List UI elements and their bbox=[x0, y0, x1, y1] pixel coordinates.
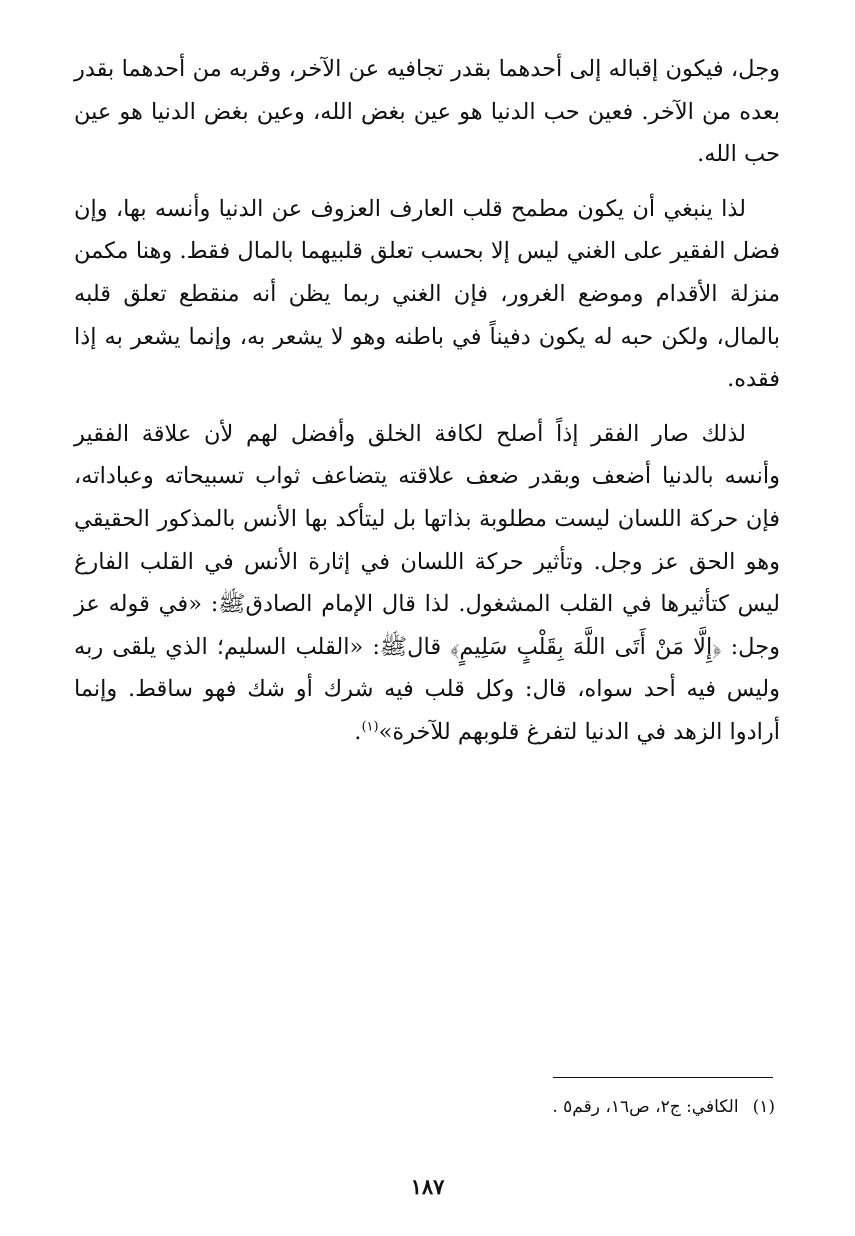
footnote-reference: (١) bbox=[361, 719, 379, 735]
footnote-number: (١) bbox=[752, 1097, 775, 1117]
paragraph-3-end-period: . bbox=[354, 718, 362, 745]
paragraph-2 bbox=[74, 188, 780, 401]
page-number: ١٨٧ bbox=[410, 1174, 445, 1199]
footnote bbox=[75, 1092, 775, 1122]
footnote-separator bbox=[553, 1077, 773, 1078]
paragraph-1-text: وجل، فيكون إقباله إلى أحدهما بقدر تجافيه عن الآخر، وقربه من أحدهما بقدر بعده من الآخر. فعين حب الدنيا هو عين بغض الله، وعين بغض الدنيا هو عين حب الله. bbox=[74, 56, 780, 168]
footnote-text: الكافي: ج٢، ص١٦، رقم٥ . bbox=[552, 1097, 739, 1117]
paragraph-3-text: لذلك صار الفقر إذاً أصلح لكافة الخلق وأفضل لهم لأن علاقة الفقير وأنسه بالدنيا أضعف وبقدر ضعف علاقته يتضاعف ثواب تسبيحاته وعباداته، فإن حركة اللسان ليست مطلوبة بذاتها بل ليتأكد بها الأنس بالمذكور الحقيقي وهو الحق عز وجل. وتأثير حركة اللسان في إثارة الأنس في القلب الفارغ ليس كتأثيرها في القلب المشغول. لذا قال الإمام الصادقﷺ: «في قوله عز وجل: ﴿إِلَّا مَنْ أَتَى اللَّهَ بِقَلْبٍ سَلِيمٍ﴾ قالﷺ: «القلب السليم؛ الذي يلقى ربه وليس فيه أحد سواه، قال: وكل قلب فيه شرك أو شك فهو ساقط. وإنما أرادوا الزهد في الدنيا لتفرغ قلوبهم للآخرة» bbox=[74, 420, 780, 745]
paragraph-3 bbox=[74, 413, 780, 754]
paragraph-2-text: لذا ينبغي أن يكون مطمح قلب العارف العزوف عن الدنيا وأنسه بها، وإن فضل الفقير على الغني ليس إلا بحسب تعلق قلبيهما بالمال فقط. وهنا مكمن منزلة الأقدام وموضع الغرور، فإن الغني ربما يظن أنه منقطع تعلق قلبه بالمال، ولكن حبه له يكون دفيناً في باطنه وهو لا يشعر به، وإنما يشعر به إذا فقده. bbox=[74, 195, 780, 393]
paragraph-1 bbox=[74, 48, 780, 176]
page-body bbox=[74, 48, 780, 766]
